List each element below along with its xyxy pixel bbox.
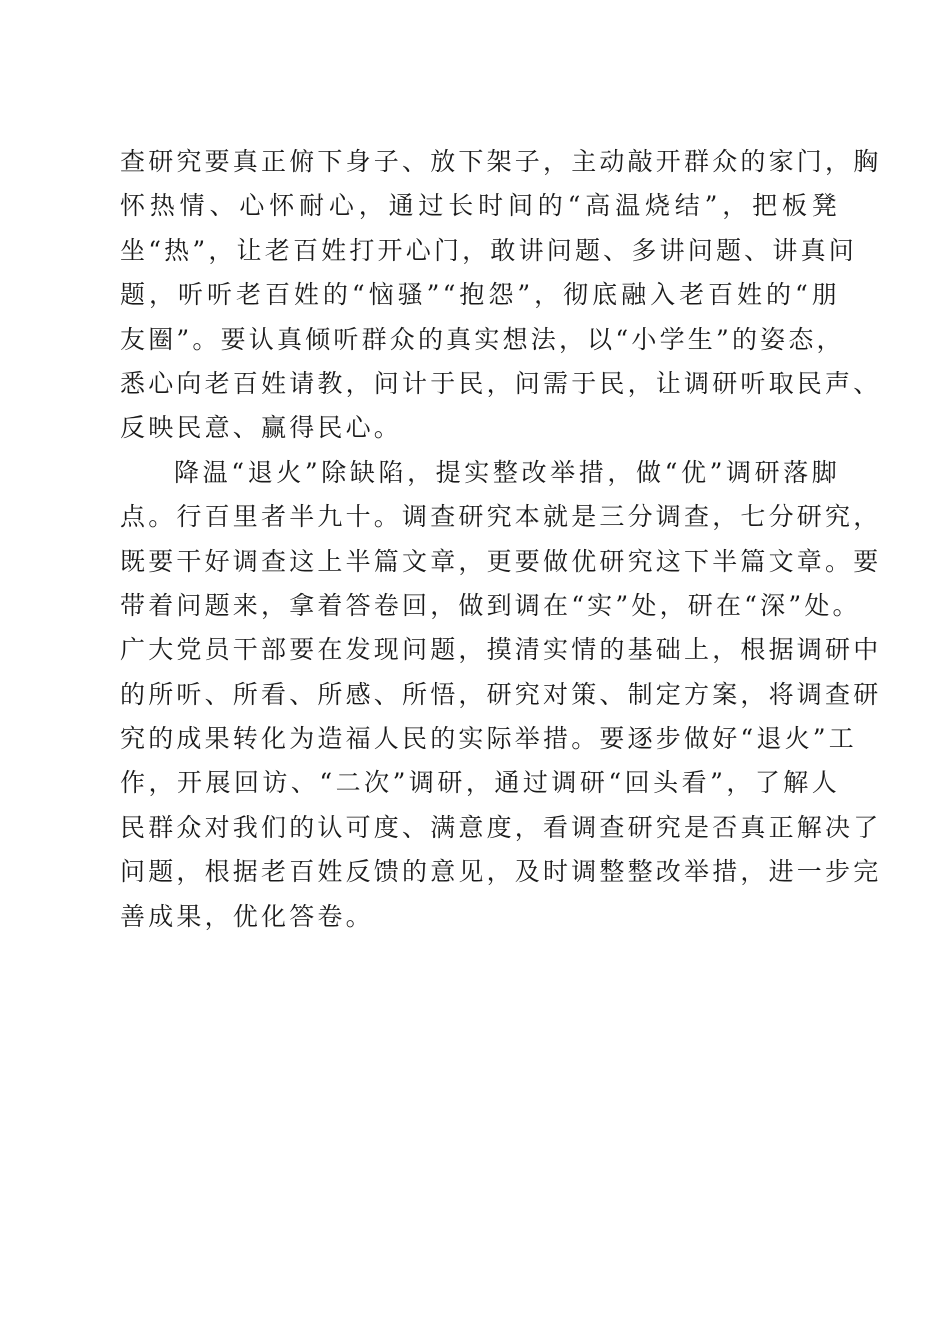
text-line: 作，开展回访、“二次”调研，通过调研“回头看”，了解人 [120, 768, 840, 798]
text-line: 的所听、所看、所感、所悟，研究对策、制定方案，将调查研 [120, 679, 882, 709]
text-line: 问题，根据老百姓反馈的意见，及时调整整改举措，进一步完 [120, 857, 882, 887]
text-line: 善成果，优化答卷。 [120, 901, 374, 931]
text-line: 究的成果转化为造福人民的实际举措。要逐步做好“退火”工 [120, 724, 857, 754]
body-text [120, 140, 882, 939]
text-line: 广大党员干部要在发现问题，摸清实情的基础上，根据调研中 [120, 635, 882, 665]
text-line: 悉心向老百姓请教，问计于民，问需于民，让调研听取民声、 [120, 368, 882, 398]
text-line: 既要干好调查这上半篇文章，更要做优研究这下半篇文章。要 [120, 546, 882, 576]
text-line: 题，听听老百姓的“恼骚”“抱怨”，彻底融入老百姓的“朋 [120, 280, 840, 310]
text-line: 民群众对我们的认可度、满意度，看调查研究是否真正解决了 [120, 812, 882, 842]
text-line: 带着问题来，拿着答卷回，做到调在“实”处，研在“深”处。 [120, 590, 861, 620]
text-line: 查研究要真正俯下身子、放下架子，主动敲开群众的家门，胸 [120, 147, 882, 176]
text-line: 点。行百里者半九十。调查研究本就是三分调查，七分研究， [120, 502, 882, 532]
text-line: 反映民意、赢得民心。 [120, 413, 403, 443]
text-line: 坐“热”，让老百姓打开心门，敢讲问题、多讲问题、讲真问 [120, 235, 857, 265]
text-line: 怀热情、心怀耐心，通过长时间的“高温烧结”，把板凳 [120, 191, 840, 221]
paragraph-first-line: 降温“退火”除缺陷，提实整改举措，做“优”调研落脚 [174, 457, 840, 487]
text-line: 友圈”。要认真倾听群众的真实想法，以“小学生”的姿态， [120, 324, 845, 354]
